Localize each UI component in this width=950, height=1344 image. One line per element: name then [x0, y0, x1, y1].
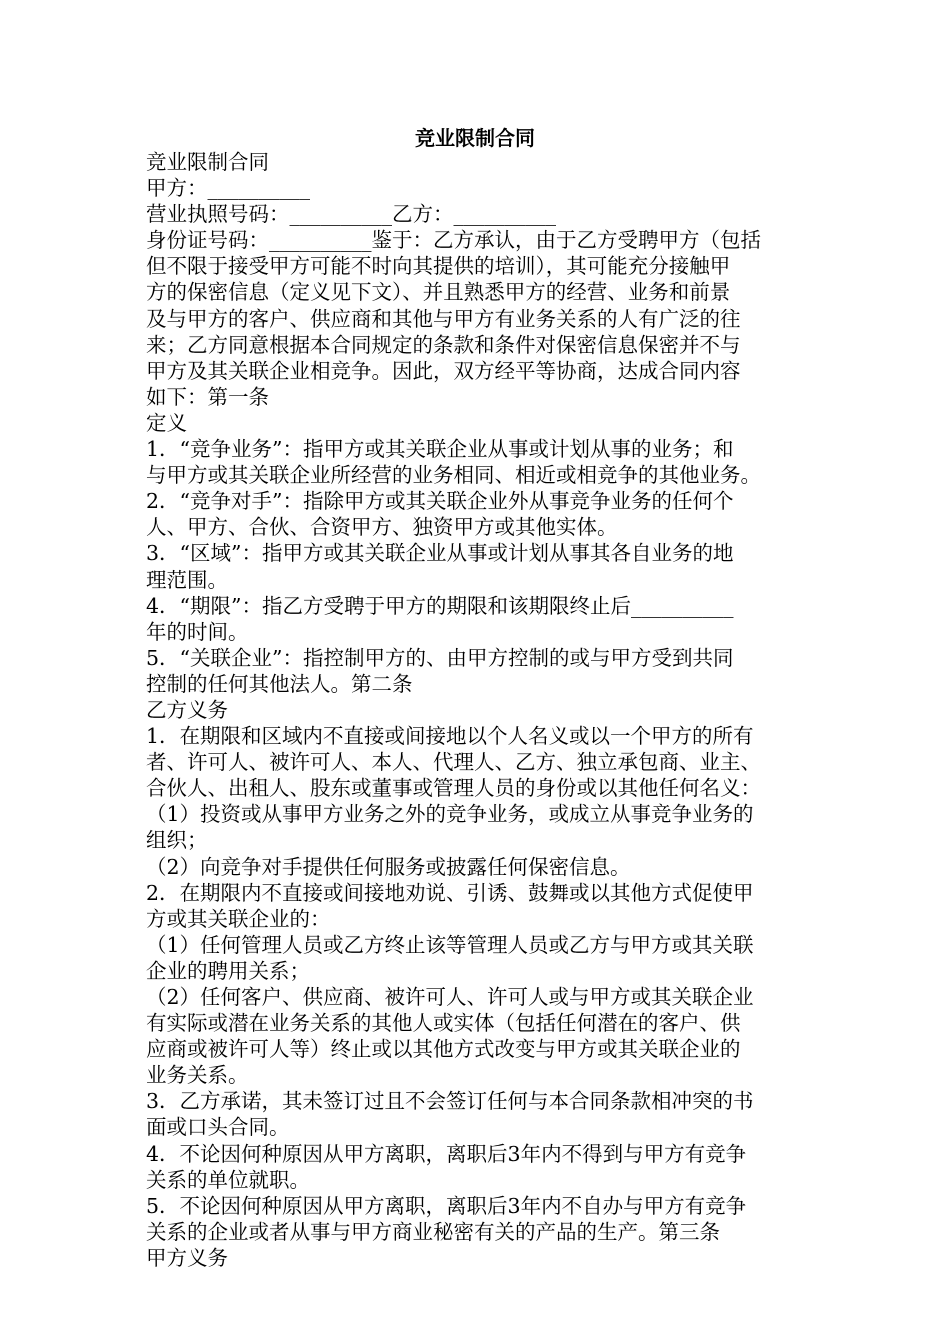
document-line: 方的保密信息（定义见下文）、并且熟悉甲方的经营、业务和前景: [146, 280, 731, 305]
document-line: 5．“关联企业”：指控制甲方的、由甲方控制的或与甲方受到共同: [146, 645, 734, 670]
document-line: （1）任何管理人员或乙方终止该等管理人员或乙方与甲方或其关联: [146, 932, 754, 957]
document-line: （1）投资或从事甲方业务之外的竞争业务，或成立从事竞争业务的: [146, 802, 754, 827]
document-line: 4．不论因何种原因从甲方离职，离职后3年内不得到与甲方有竞争: [146, 1141, 747, 1166]
document-line: 1．在期限和区域内不直接或间接地以个人名义或以一个甲方的所有: [146, 724, 754, 749]
document-line: 关系的企业或者从事与甲方商业秘密有关的产品的生产。第三条: [146, 1219, 720, 1244]
document-body: [146, 149, 826, 1271]
document-line: 来；乙方同意根据本合同规定的条款和条件对保密信息保密并不与: [146, 332, 741, 357]
document-line: 应商或被许可人等）终止或以其他方式改变与甲方或其关联企业的: [146, 1037, 741, 1062]
document-line: 定义: [146, 410, 187, 435]
document-line: 3．“区域”：指甲方或其关联企业从事或计划从事其各自业务的地: [146, 541, 734, 566]
document-line: 但不限于接受甲方可能不时向其提供的培训），其可能充分接触甲: [146, 254, 731, 279]
document-line: 面或口头合同。: [146, 1115, 290, 1140]
document-line: 竞业限制合同: [146, 150, 269, 174]
document-line: 组织；: [146, 828, 208, 853]
document-line: 有实际或潜在业务关系的其他人或实体（包括任何潜在的客户、供: [146, 1011, 741, 1036]
document-line: （2）任何客户、供应商、被许可人、许可人或与甲方或其关联企业: [146, 985, 754, 1009]
document-line: 人、甲方、合伙、合资甲方、独资甲方或其他实体。: [146, 515, 618, 540]
document-line: 企业的聘用关系；: [146, 958, 310, 983]
document-line: 业务关系。: [146, 1063, 249, 1088]
document-line: 关系的单位就职。: [146, 1167, 310, 1192]
document-line: 如下：第一条: [146, 384, 269, 409]
document-line: （2）向竞争对手提供任何服务或披露任何保密信息。: [146, 854, 631, 879]
document-line: 4．“期限”：指乙方受聘于甲方的期限和该期限终止后__________: [146, 593, 734, 618]
document-line: 乙方义务: [146, 697, 228, 722]
document-line: 营业执照号码：__________乙方：__________: [146, 202, 556, 227]
document-line: 2．在期限内不直接或间接地劝说、引诱、鼓舞或以其他方式促使甲: [146, 880, 754, 905]
document-line: 1．“竞争业务”：指甲方或其关联企业从事或计划从事的业务；和: [146, 437, 734, 462]
document-line: 甲方：__________: [146, 176, 310, 201]
document-line: 方或其关联企业的：: [146, 906, 331, 931]
document-line: 理范围。: [146, 567, 228, 592]
document-line: 甲方及其关联企业相竞争。因此，双方经平等协商，达成合同内容: [146, 358, 741, 383]
document-line: 3．乙方承诺，其未签订过且不会签订任何与本合同条款相冲突的书: [146, 1089, 754, 1114]
document-line: 合伙人、出租人、股东或董事或管理人员的身份或以其他任何名义：: [146, 776, 761, 801]
document-line: 与甲方或其关联企业所经营的业务相同、相近或相竞争的其他业务。: [146, 463, 761, 488]
document-line: 控制的任何其他法人。第二条: [146, 671, 413, 696]
document-line: 甲方义务: [146, 1245, 228, 1270]
document-line: 5．不论因何种原因从甲方离职，离职后3年内不自办与甲方有竞争: [146, 1193, 747, 1218]
document-line: 者、许可人、被许可人、本人、代理人、乙方、独立承包商、业主、: [146, 750, 761, 775]
document-line: 年的时间。: [146, 619, 249, 644]
document-line: 及与甲方的客户、供应商和其他与甲方有业务关系的人有广泛的往: [146, 306, 741, 331]
document-line: 身份证号码：__________鉴于：乙方承认，由于乙方受聘甲方（包括: [146, 228, 761, 253]
document-line: 2．“竞争对手”：指除甲方或其关联企业外从事竞争业务的任何个: [146, 489, 734, 514]
document-title: 竞业限制合同: [415, 126, 535, 150]
